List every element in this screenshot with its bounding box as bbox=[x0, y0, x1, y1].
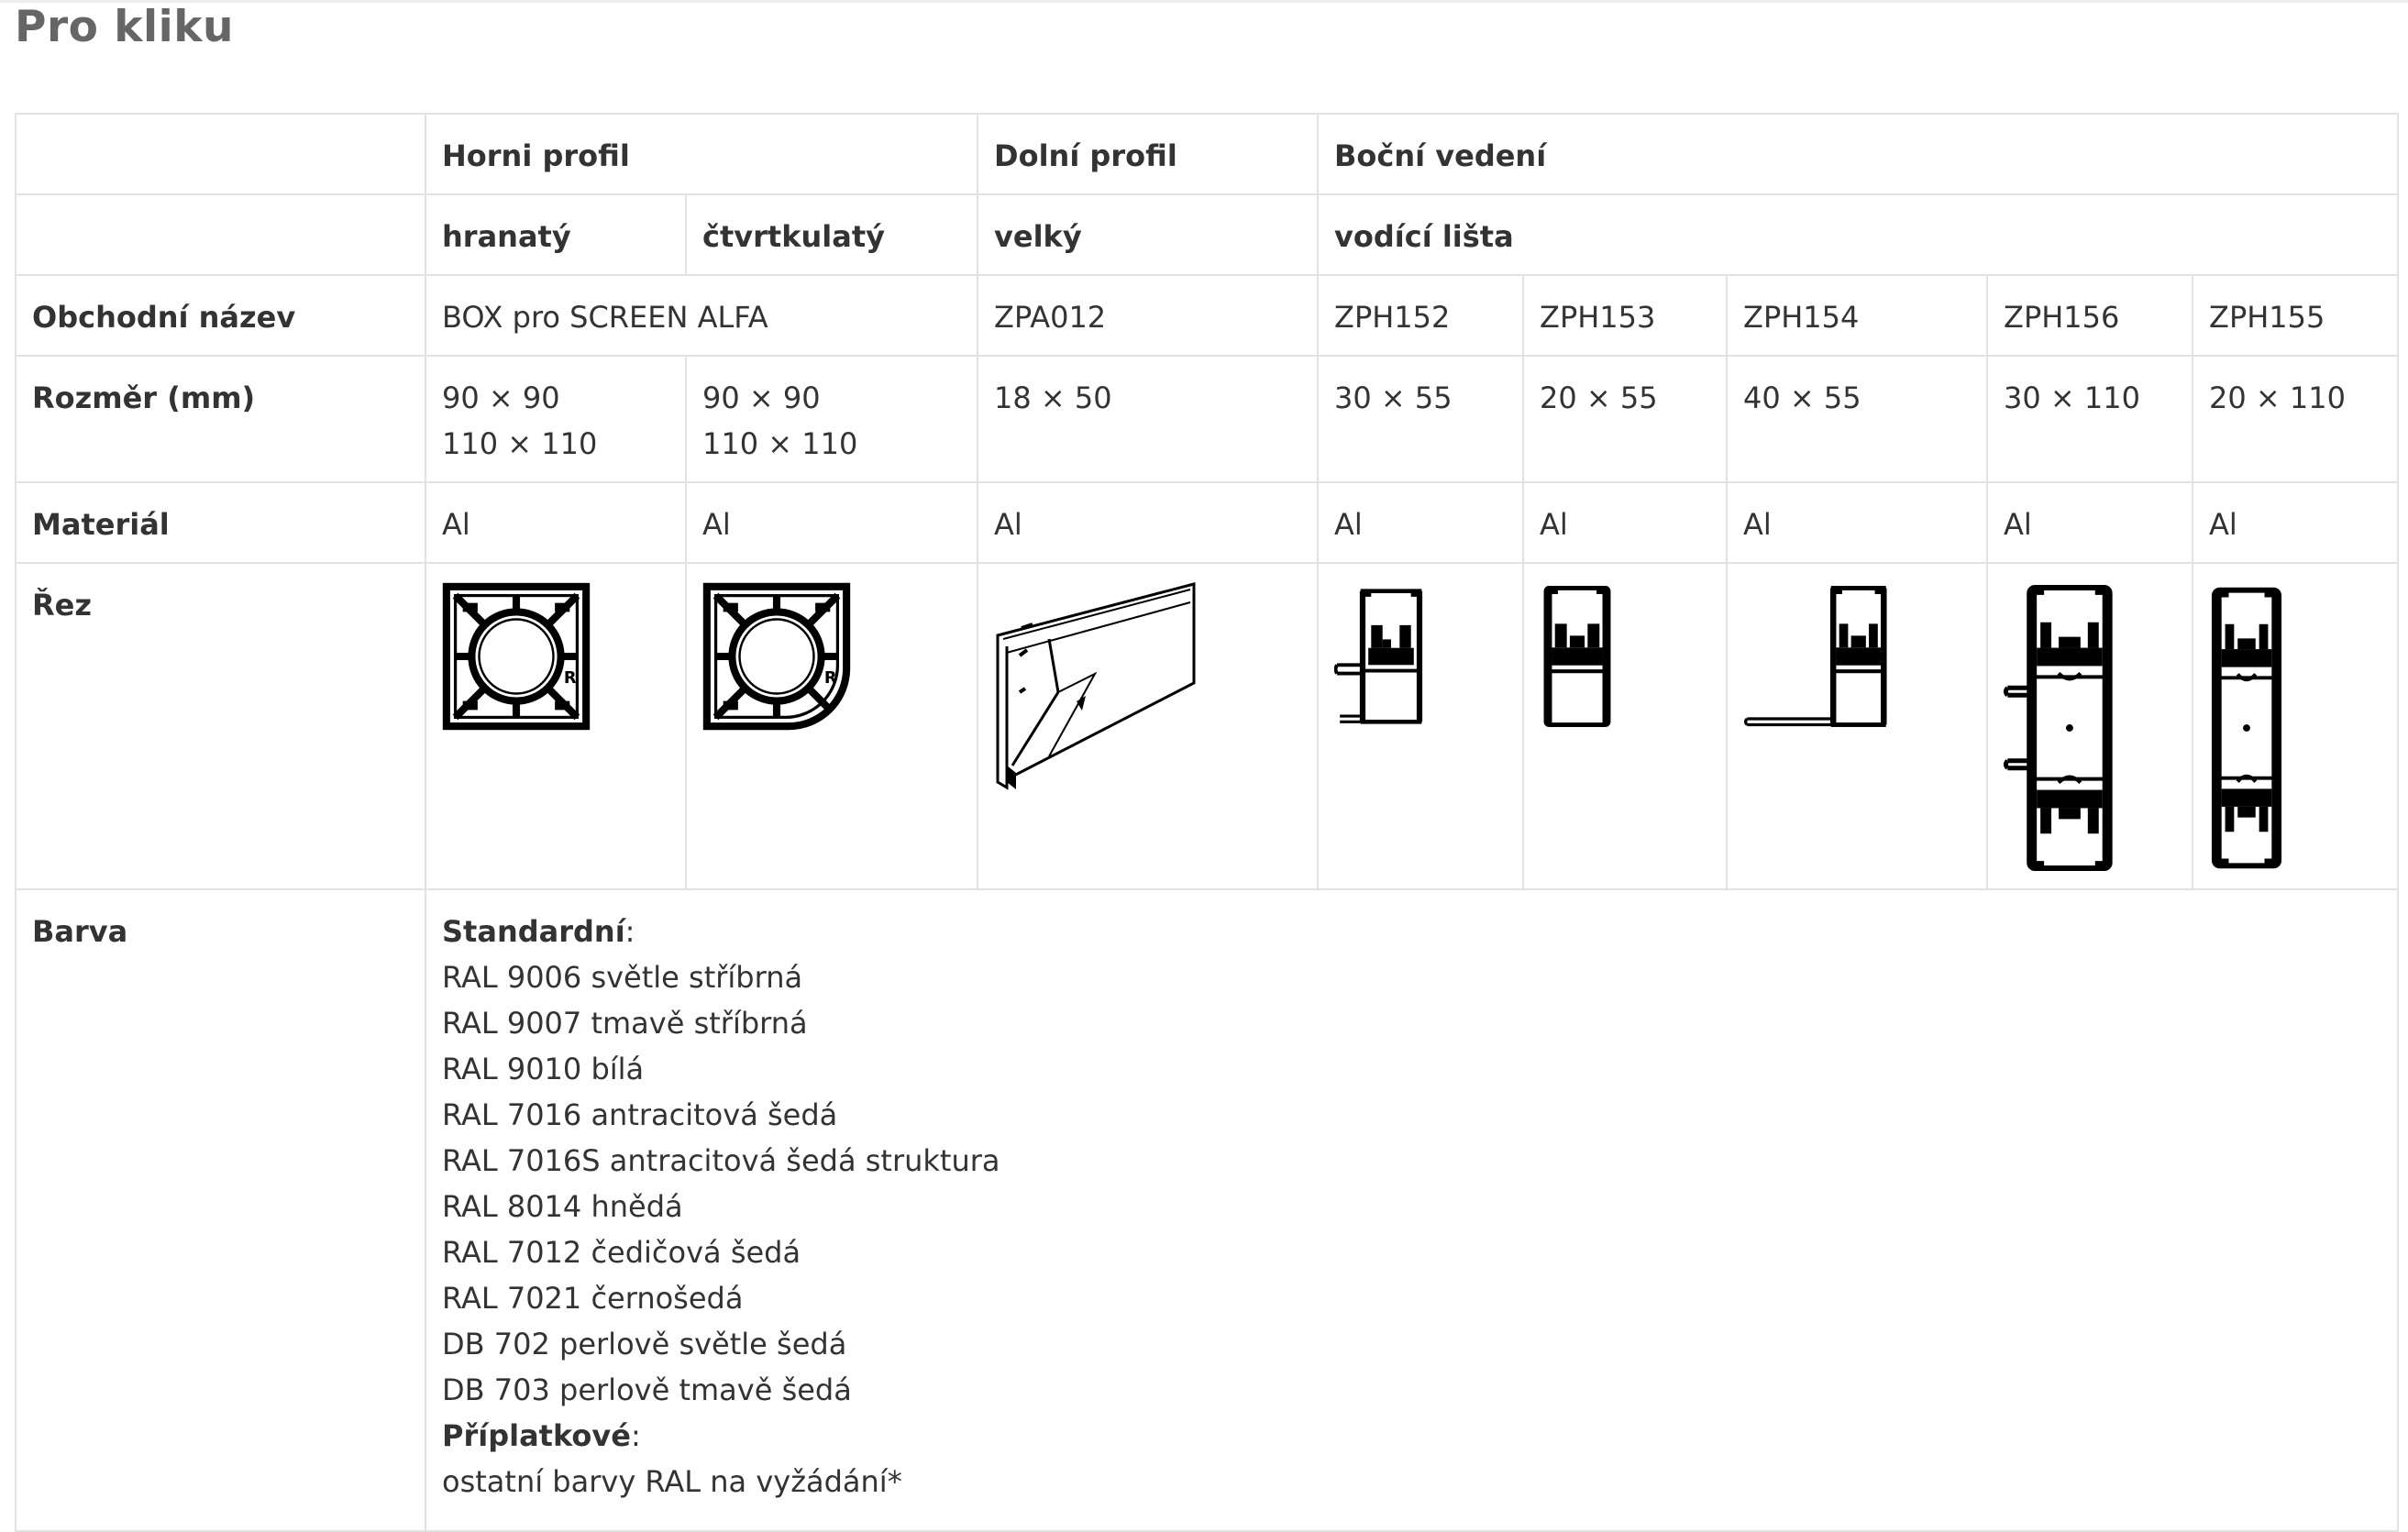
guide-rail-zph155-icon bbox=[2209, 582, 2381, 874]
name-zph155: ZPH155 bbox=[2193, 275, 2398, 356]
guide-rail-zph154-icon bbox=[1743, 582, 1971, 731]
color-item: RAL 7016S antracitová šedá struktura bbox=[442, 1143, 1000, 1178]
color-item: DB 703 perlově tmavě šedá bbox=[442, 1372, 852, 1407]
material-zph154: Al bbox=[1727, 482, 1987, 563]
sub-header-ctvrtkulaty: čtvrtkulatý bbox=[686, 194, 978, 275]
group-header-horni: Horni profil bbox=[425, 114, 978, 194]
section-zph153 bbox=[1523, 563, 1727, 889]
section-row bbox=[16, 563, 2398, 889]
color-item-extra: ostatní barvy RAL na vyžádání* bbox=[442, 1464, 902, 1499]
group-header-row bbox=[16, 114, 2398, 194]
size-zph152: 30 × 55 bbox=[1318, 356, 1523, 482]
color-item: DB 702 perlově světle šedá bbox=[442, 1327, 847, 1361]
box-quarter-round-profile-icon bbox=[702, 582, 961, 731]
color-item: RAL 7016 antracitová šedá bbox=[442, 1097, 838, 1132]
guide-rail-zph152-icon bbox=[1334, 582, 1507, 731]
row-label-material: Materiál bbox=[16, 482, 425, 563]
row-label-rez: Řez bbox=[16, 563, 425, 889]
svg-text:R: R bbox=[563, 668, 577, 689]
material-zph153: Al bbox=[1523, 482, 1727, 563]
row-label-rozmer: Rozměr (mm) bbox=[16, 356, 425, 482]
material-zph152: Al bbox=[1318, 482, 1523, 563]
row-label-barva: Barva bbox=[16, 889, 425, 1531]
color-list bbox=[425, 889, 2398, 1531]
material-ctvrtkulaty: Al bbox=[686, 482, 978, 563]
standard-colors-heading: Standardní: bbox=[442, 914, 635, 949]
page-title: Pro kliku bbox=[15, 2, 234, 52]
color-item: RAL 7012 čedičová šedá bbox=[442, 1235, 801, 1270]
box-square-profile-icon bbox=[442, 582, 669, 731]
sub-header-hranaty: hranatý bbox=[425, 194, 686, 275]
material-row bbox=[16, 482, 2398, 563]
sub-header-row bbox=[16, 194, 2398, 275]
size-zpa012: 18 × 50 bbox=[978, 356, 1318, 482]
color-item: RAL 9007 tmavě stříbrná bbox=[442, 1006, 808, 1041]
spec-table bbox=[15, 113, 2399, 1532]
size-hranaty: 90 × 90 110 × 110 bbox=[425, 356, 686, 482]
name-row bbox=[16, 275, 2398, 356]
name-zph154: ZPH154 bbox=[1727, 275, 1987, 356]
guide-rail-zph153-icon bbox=[1540, 582, 1710, 731]
color-item: RAL 9010 bílá bbox=[442, 1052, 645, 1086]
material-zph155: Al bbox=[2193, 482, 2398, 563]
name-box: BOX pro SCREEN ALFA bbox=[425, 275, 978, 356]
empty-corner-cell bbox=[16, 114, 425, 194]
bottom-profile-icon bbox=[994, 582, 1301, 793]
name-zph153: ZPH153 bbox=[1523, 275, 1727, 356]
size-zph156: 30 × 110 bbox=[1987, 356, 2193, 482]
size-row bbox=[16, 356, 2398, 482]
sub-header-velky: velký bbox=[978, 194, 1318, 275]
color-item: RAL 8014 hnědá bbox=[442, 1189, 683, 1224]
name-zph152: ZPH152 bbox=[1318, 275, 1523, 356]
sub-header-vodici: vodící lišta bbox=[1318, 194, 2398, 275]
section-zph152 bbox=[1318, 563, 1523, 889]
material-hranaty: Al bbox=[425, 482, 686, 563]
extra-colors-heading: Příplatkové: bbox=[442, 1418, 641, 1453]
top-border bbox=[0, 0, 2408, 3]
name-zpa012: ZPA012 bbox=[978, 275, 1318, 356]
size-zph153: 20 × 55 bbox=[1523, 356, 1727, 482]
section-zph154 bbox=[1727, 563, 1987, 889]
color-row bbox=[16, 889, 2398, 1531]
section-ctvrtkulaty bbox=[686, 563, 978, 889]
size-zph154: 40 × 55 bbox=[1727, 356, 1987, 482]
name-zph156: ZPH156 bbox=[1987, 275, 2193, 356]
material-zph156: Al bbox=[1987, 482, 2193, 563]
color-item: RAL 9006 světle stříbrná bbox=[442, 960, 803, 995]
size-zph155: 20 × 110 bbox=[2193, 356, 2398, 482]
section-zph155 bbox=[2193, 563, 2398, 889]
size-ctvrtkulaty: 90 × 90 110 × 110 bbox=[686, 356, 978, 482]
empty-corner-cell-2 bbox=[16, 194, 425, 275]
svg-text:R: R bbox=[823, 668, 837, 689]
color-item: RAL 7021 černošedá bbox=[442, 1281, 744, 1316]
section-hranaty bbox=[425, 563, 686, 889]
guide-rail-zph156-icon bbox=[2004, 582, 2176, 874]
section-zpa012 bbox=[978, 563, 1318, 889]
group-header-bocni: Boční vedení bbox=[1318, 114, 2398, 194]
group-header-dolni: Dolní profil bbox=[978, 114, 1318, 194]
section-zph156 bbox=[1987, 563, 2193, 889]
row-label-obchodni: Obchodní název bbox=[16, 275, 425, 356]
material-zpa012: Al bbox=[978, 482, 1318, 563]
